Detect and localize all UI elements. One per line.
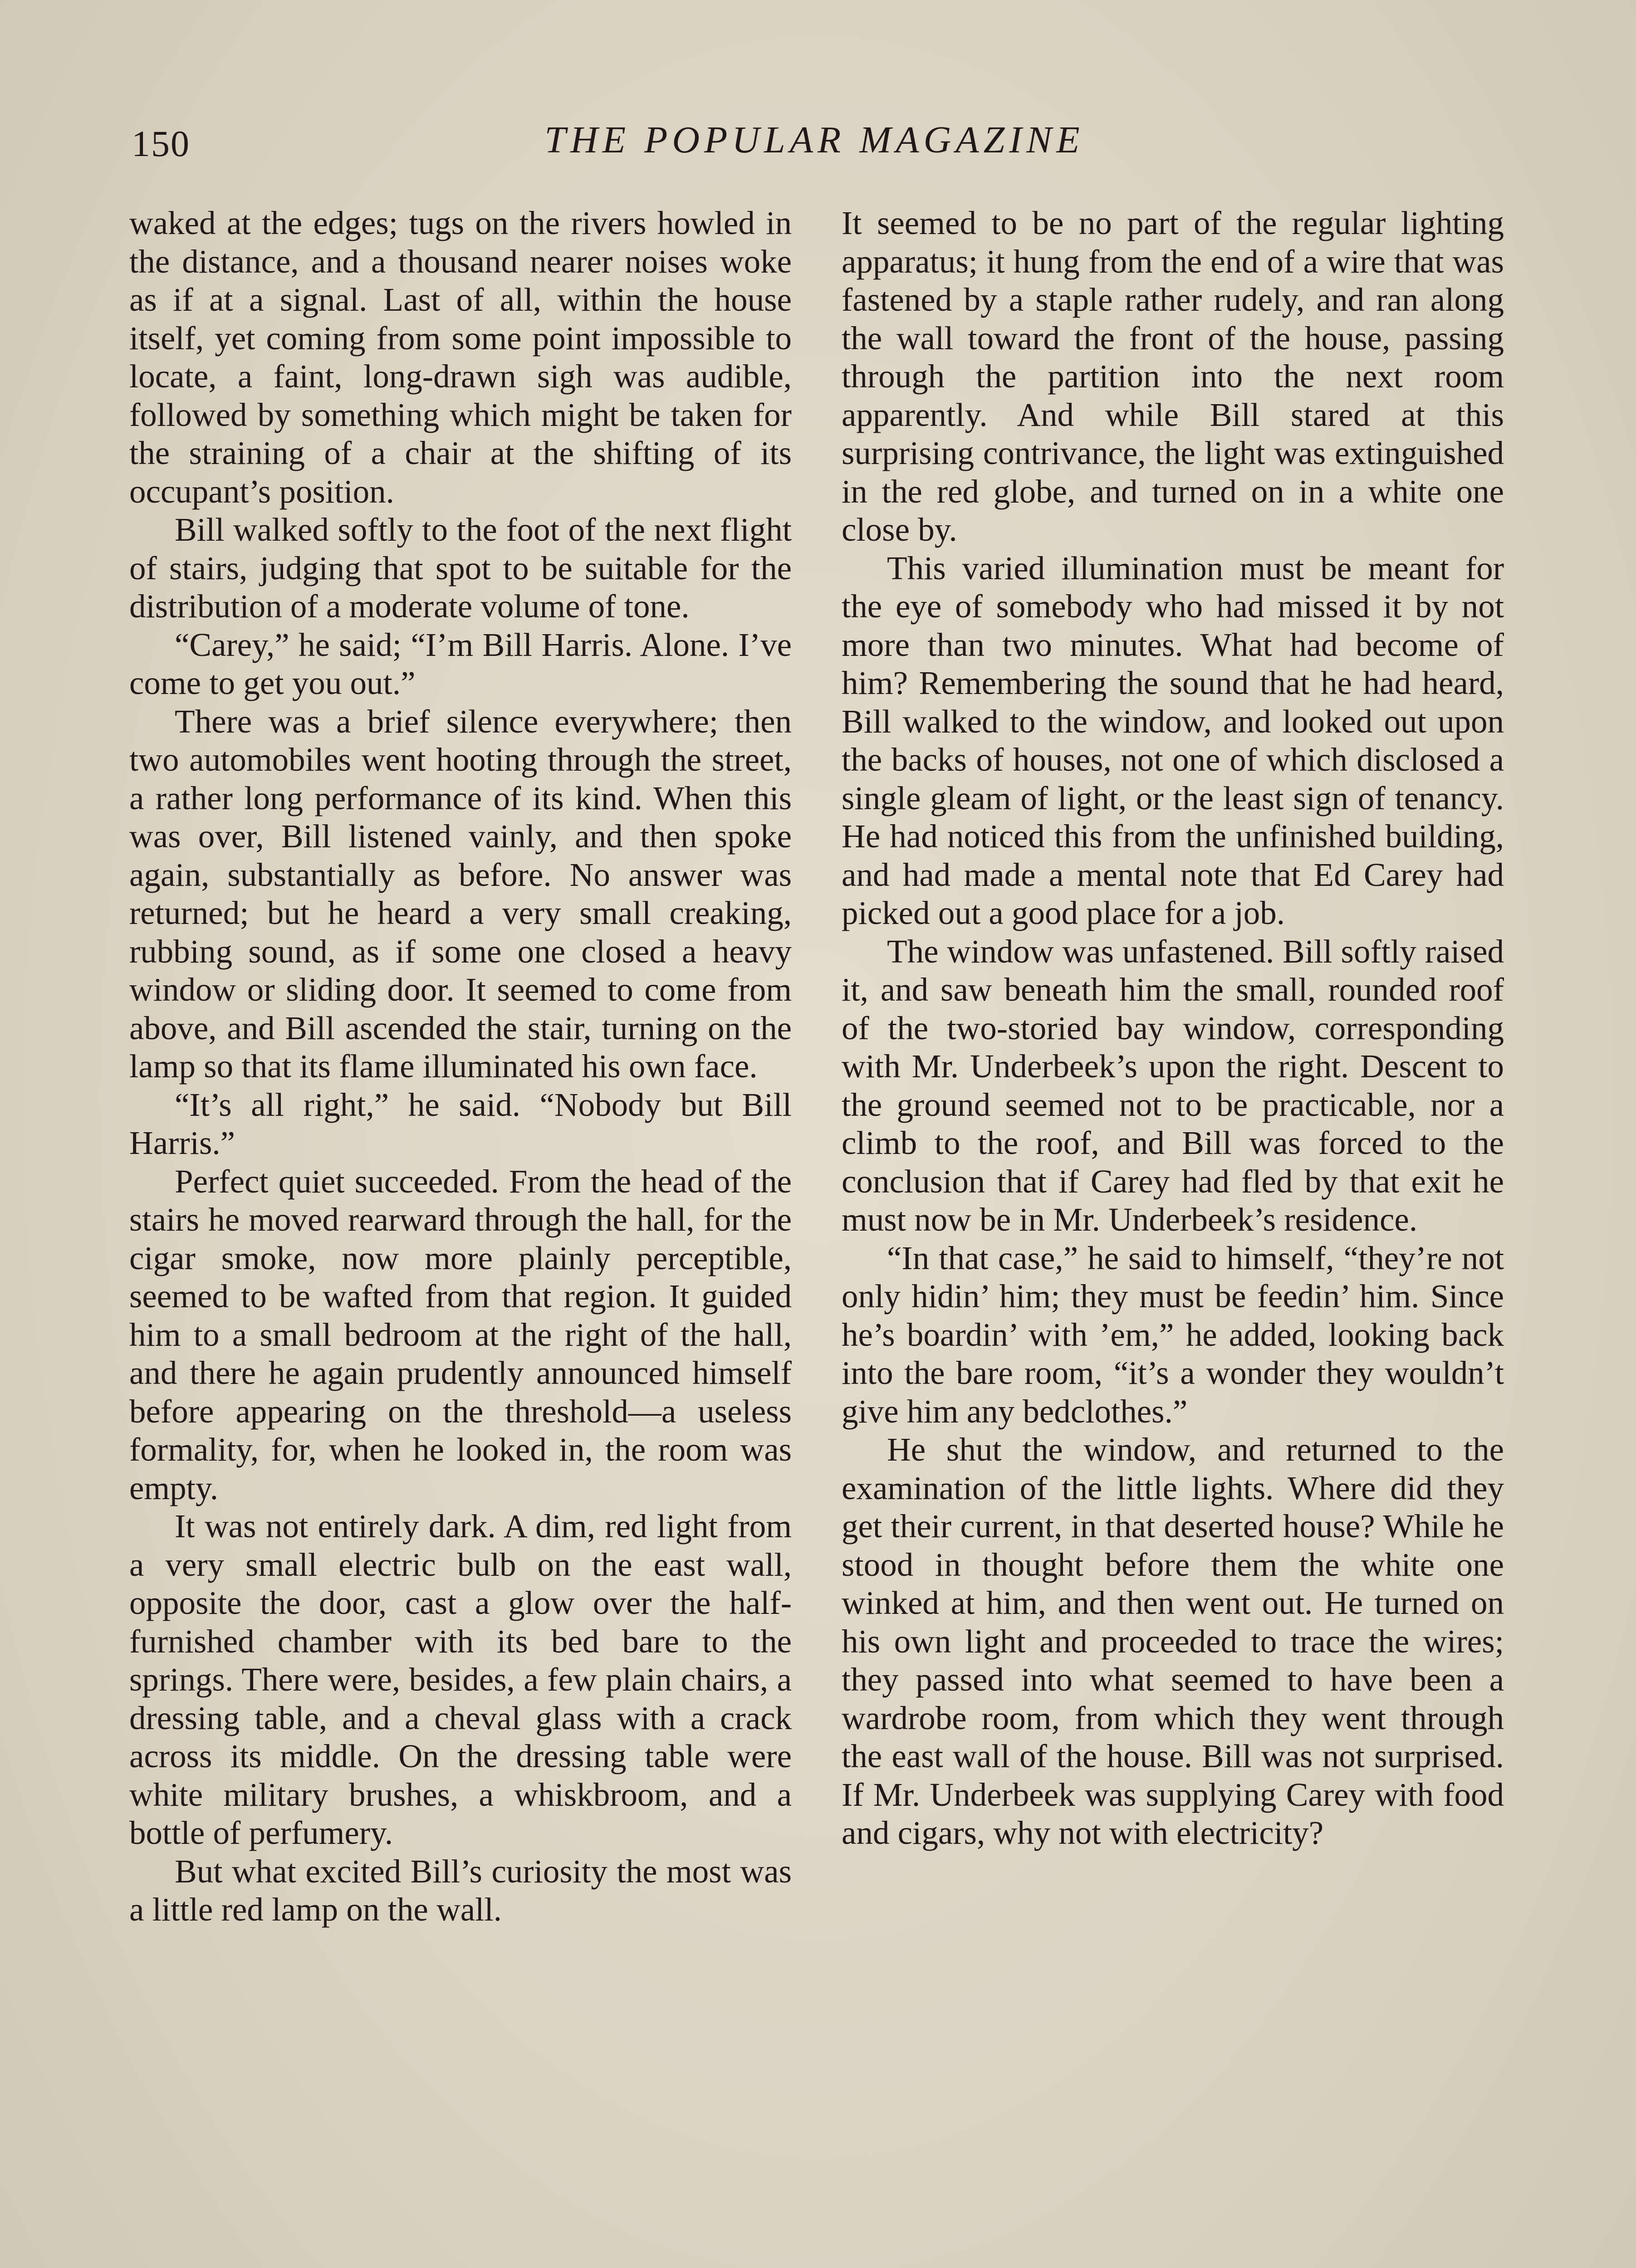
left-column bbox=[129, 204, 792, 1929]
paragraph: This varied illumination must be meant for the eye of somebody who had missed it by not more than two minutes. What had become of him? Remembering the sound that he had heard, Bill walked to the window, and looked out upon the backs of houses, not one of which disclosed a single gleam of light, or the least sign of tenancy. He had noticed this from the unfinished building, and had made a mental note that Ed Carey had picked out a good place for a job. bbox=[842, 549, 1504, 931]
page-number: 150 bbox=[132, 123, 190, 164]
paragraph: Bill walked softly to the foot of the next flight of stairs, judging that spot to be suitable for the distribution of a moderate volume of tone. bbox=[129, 511, 792, 625]
paragraph: It seemed to be no part of the regular lighting apparatus; it hung from the end of a wire that was fastened by a staple rather rudely, and ran along the wall toward the front of the house, passing through the partition into the next room apparently. And while Bill stared at this surprising contrivance, the light was extinguished in the red globe, and turned on in a white one close by. bbox=[842, 205, 1504, 548]
paragraph: “In that case,” he said to himself, “they’re not only hidin’ him; they must be feedin’ him. Since he’s boardin’ with ’em,” he added, looking back into the bare room, “it’s a wonder they wouldn’t give him any bedclothes.” bbox=[842, 1239, 1504, 1430]
page-header bbox=[109, 113, 1520, 168]
right-column bbox=[842, 204, 1504, 1853]
paragraph: The window was unfastened. Bill softly raised it, and saw beneath him the small, rounded roof of the two-storied bay window, corresponding with Mr. Underbeek’s upon the right. Descent to the ground seemed not to be practicable, nor a climb to the roof, and Bill was forced to the conclusion that if Carey had fled by that exit he must now be in Mr. Underbeek’s residence. bbox=[842, 933, 1504, 1238]
paragraph: “It’s all right,” he said. “Nobody but Bill Harris.” bbox=[129, 1086, 792, 1161]
paragraph: But what excited Bill’s curiosity the most was a little red lamp on the wall. bbox=[129, 1853, 792, 1928]
paragraph: “Carey,” he said; “I’m Bill Harris. Alone. I’ve come to get you out.” bbox=[129, 626, 792, 701]
paragraph: He shut the window, and returned to the examination of the little lights. Where did they get their current, in that deserted house? While he stood in thought before them the white one winked at him, and then went out. He turned on his own light and proceeded to trace the wires; they passed into what seemed to have been a wardrobe room, from which they went through the east wall of the house. Bill was not surprised. If Mr. Underbeek was supplying Carey with food and cigars, why not with electricity? bbox=[842, 1431, 1504, 1851]
paragraph: waked at the edges; tugs on the rivers howled in the distance, and a thousand nearer noises woke as if at a signal. Last of all, within the house itself, yet coming from some point impossible to locate, a faint, long-drawn sigh was audible, followed by something which might be taken for the straining of a chair at the shifting of its occupant’s position. bbox=[129, 205, 792, 510]
text-columns bbox=[129, 204, 1509, 2268]
paragraph: It was not entirely dark. A dim, red light from a very small electric bulb on the east wall, opposite the door, cast a glow over the half-furnished chamber with its bed bare to the springs. There were, besides, a few plain chairs, a dressing table, and a cheval glass with a crack across its middle. On the dressing table were white military brushes, a whiskbroom, and a bottle of perfumery. bbox=[129, 1508, 792, 1851]
paragraph: There was a brief silence everywhere; then two automobiles went hooting through the street, a rather long performance of its kind. When this was over, Bill listened vainly, and then spoke again, substantially as before. No answer was returned; but he heard a very small creaking, rubbing sound, as if some one closed a heavy window or sliding door. It seemed to come from above, and Bill ascended the stair, turning on the lamp so that its flame illuminated his own face. bbox=[129, 703, 792, 1085]
paragraph: Perfect quiet succeeded. From the head of the stairs he moved rearward through the hall, for the cigar smoke, now more plainly perceptible, seemed to be wafted from that region. It guided him to a small bedroom at the right of the hall, and there he again prudently announced himself before appearing on the threshold—a useless formality, for, when he looked in, the room was empty. bbox=[129, 1163, 792, 1506]
running-title: THE POPULAR MAGAZINE bbox=[544, 119, 1084, 161]
